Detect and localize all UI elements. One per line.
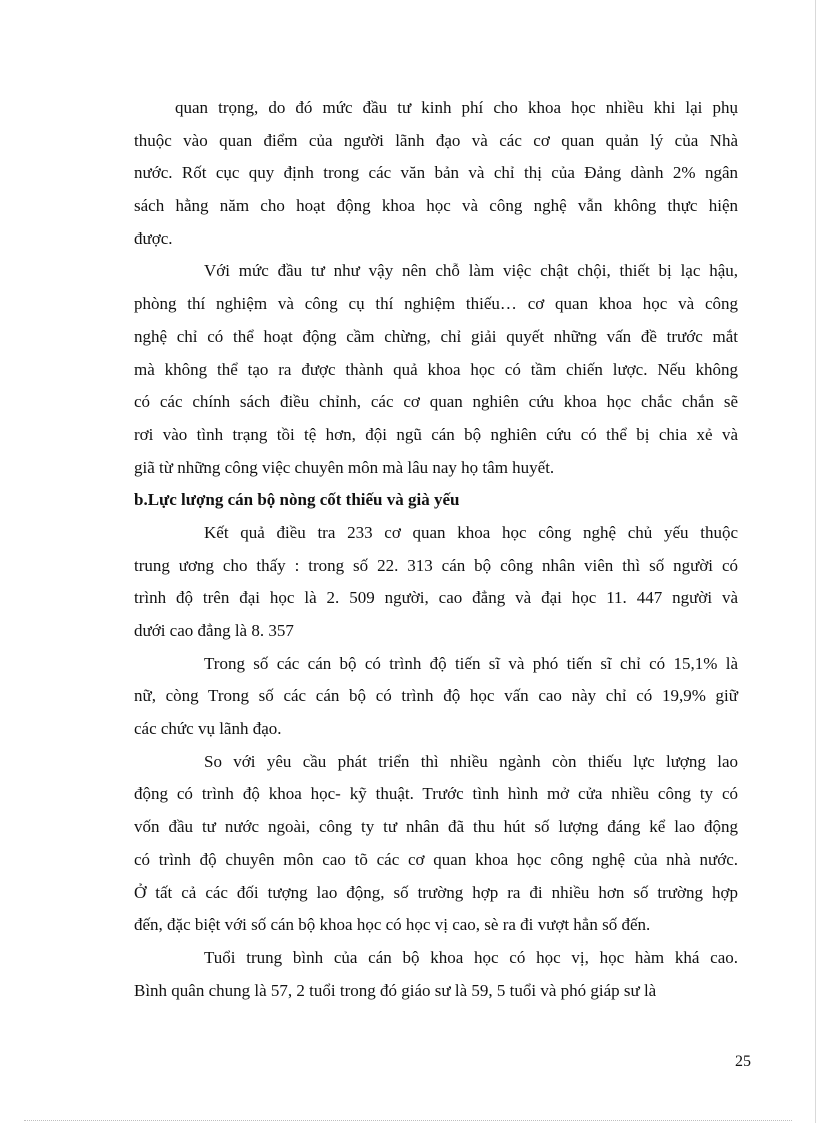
text-line: rơi vào tình trạng tồi tệ hơn, đội ngũ cán bộ nghiên cứu có thể bị chia xẻ và xyxy=(134,424,738,444)
paragraph-5 xyxy=(134,746,738,942)
text-line: trình độ trên đại học là 2. 509 người, cao đẳng và đại học 11. 447 người và xyxy=(134,588,738,608)
text-line: có trình độ chuyên môn cao tõ các cơ quan khoa học công nghệ của nhà nước. xyxy=(134,849,738,869)
text-line: có các chính sách điều chỉnh, các cơ quan nghiên cứu khoa học chắc chắn sẽ xyxy=(134,392,738,412)
text-line: đến, đặc biệt với số cán bộ khoa học có học vị cao, sè ra đi vượt hẳn số đến. xyxy=(134,915,651,935)
text-line: sách hằng năm cho hoạt động khoa học và công nghệ vẫn không thực hiện xyxy=(134,196,738,216)
text-line: Với mức đầu tư như vậy nên chỗ làm việc chật chội, thiết bị lạc hậu, xyxy=(204,261,738,281)
text-line: vốn đầu tư nước ngoài, công ty tư nhân đã thu hút số lượng đáng kể lao động xyxy=(134,817,738,837)
paragraph-1 xyxy=(134,92,738,255)
text-line: thuộc vào quan điểm của người lãnh đạo và các cơ quan quản lý của Nhà xyxy=(134,130,738,150)
text-line: nữ, còng Trong số các cán bộ có trình độ học vấn cao này chỉ có 19,9% giữ xyxy=(134,686,738,706)
paragraph-6 xyxy=(134,942,738,1007)
text-line: phòng thí nghiệm và công cụ thí nghiệm thiếu… cơ quan khoa học và công xyxy=(134,294,738,314)
text-line: Kết quả điều tra 233 cơ quan khoa học công nghệ chủ yếu thuộc xyxy=(204,522,738,542)
text-line: Bình quân chung là 57, 2 tuổi trong đó giáo sư là 59, 5 tuổi và phó giáp sư là xyxy=(134,980,657,1000)
text-line: mà không thể tạo ra được thành quả khoa học có tầm chiến lược. Nếu không xyxy=(134,359,738,379)
text-line: các chức vụ lãnh đạo. xyxy=(134,719,282,739)
paragraph-2 xyxy=(134,255,738,484)
text-line: nước. Rốt cục quy định trong các văn bản và chỉ thị của Đảng dành 2% ngân xyxy=(134,163,738,183)
text-line: So với yêu cầu phát triển thì nhiều ngành còn thiếu lực lượng lao xyxy=(204,751,738,771)
text-line: Tuổi trung bình của cán bộ khoa học có học vị, học hàm khá cao. xyxy=(204,947,738,967)
paragraph-4 xyxy=(134,648,738,746)
text-line: quan trọng, do đó mức đầu tư kinh phí cho khoa học nhiều khi lại phụ xyxy=(175,98,738,117)
section-heading: b.Lực lượng cán bộ nòng cốt thiếu và già yếu xyxy=(134,490,460,510)
text-line: nghệ chỉ có thể hoạt động cầm chừng, chỉ giải quyết những vấn đề trước mắt xyxy=(134,326,738,346)
text-line: động có trình độ khoa học- kỹ thuật. Trước tình hình mở cửa nhiều công ty có xyxy=(134,784,738,804)
text-line: được. xyxy=(134,228,173,248)
text-line: Trong số các cán bộ có trình độ tiến sĩ và phó tiến sĩ chỉ có 15,1% là xyxy=(204,653,738,673)
page-number: 25 xyxy=(735,1053,751,1070)
text-line: giã từ những công việc chuyên môn mà lâu nay họ tâm huyết. xyxy=(134,457,555,477)
text-line: trung ương cho thấy : trong số 22. 313 cán bộ công nhân viên thì số người có xyxy=(134,555,738,575)
paragraph-3 xyxy=(134,517,738,648)
text-line: dưới cao đẳng là 8. 357 xyxy=(134,621,294,640)
text-line: Ở tất cả các đối tượng lao động, số trường hợp ra đi nhiều hơn số trường hợp xyxy=(134,882,738,902)
page-body xyxy=(134,92,738,1007)
page-bottom-divider xyxy=(24,1120,792,1121)
